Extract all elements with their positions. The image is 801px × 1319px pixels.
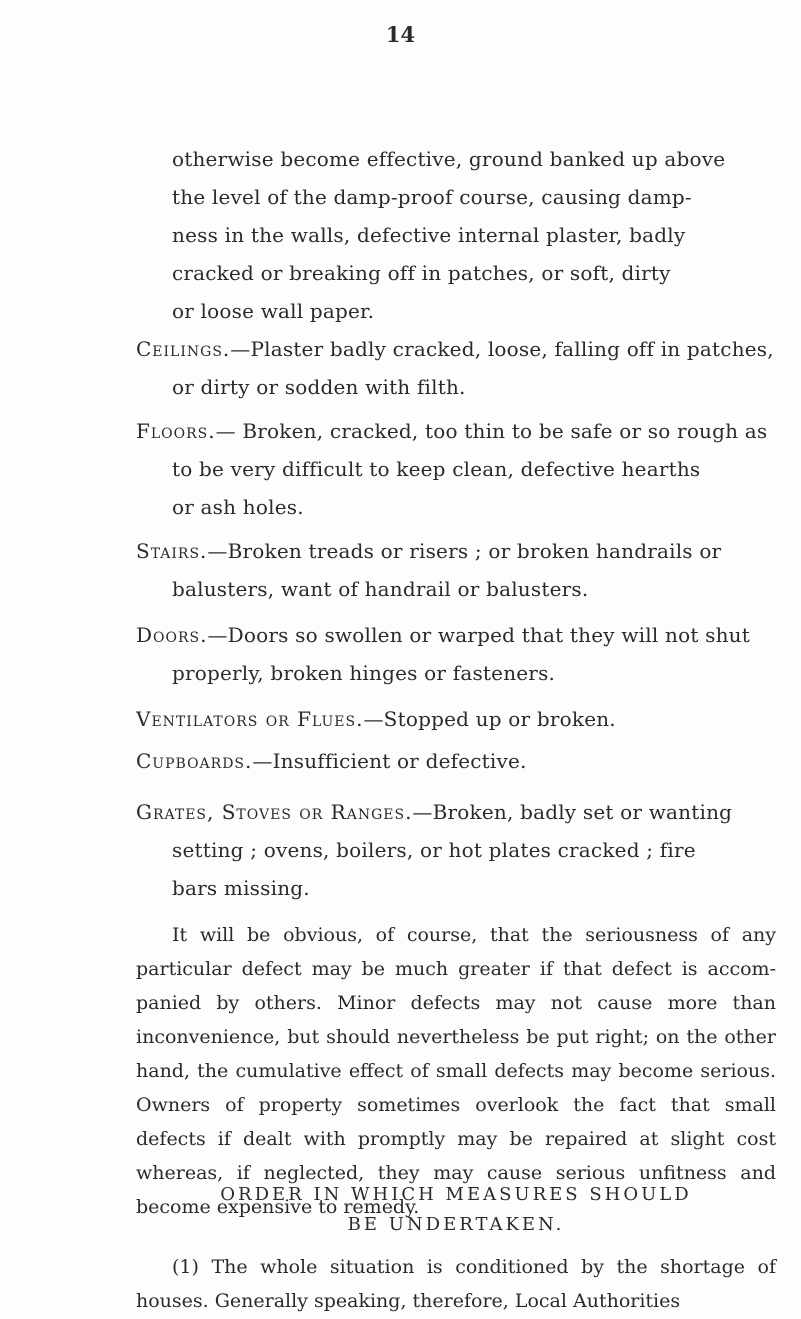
heading-line: BE UNDERTAKEN. <box>347 1214 565 1235</box>
item-text: — Broken, cracked, too thin to be safe or so rough as <box>215 419 768 443</box>
body-paragraph: It will be obvious, of course, that the seriousness of any particular defect may be much greater if that defect is accom-panied by others. Minor defects may not cause more than inconvenience, but should nevertheless be put right; on the other hand, the cumulative effect of small defects may become serious. Owners of property sometimes overlook the fact that small defects if dealt with promptly may be repaired at slight cost whereas, if neglected, they may cause serious unfitness and become expensive to remedy. <box>136 924 776 1218</box>
item-term: Cupboards. <box>136 749 253 773</box>
item-stairs <box>136 532 776 608</box>
heading-line: ORDER IN WHICH MEASURES SHOULD <box>220 1184 692 1205</box>
text-line: cracked or breaking off in patches, or soft, dirty <box>172 261 671 285</box>
text-line: otherwise become effective, ground banked up above <box>172 147 726 171</box>
item-term: Doors. <box>136 623 208 647</box>
opening-paragraph <box>136 140 776 330</box>
text-line: or loose wall paper. <box>172 299 375 323</box>
item-term: Floors. <box>136 419 216 443</box>
item-cupboards <box>136 742 776 780</box>
item-term: Grates, Stoves or Ranges. <box>136 800 413 824</box>
item-term: Ventilators or Flues. <box>136 707 364 731</box>
item-text: setting ; ovens, boilers, or hot plates cracked ; fire <box>172 838 696 862</box>
item-ceilings <box>136 330 776 406</box>
page-number: 14 <box>385 22 416 47</box>
item-doors <box>136 616 776 692</box>
body-paragraph-numbered: (1) The whole situation is conditioned by the shortage of houses. Generally speaking, therefore, Local Authorities <box>136 1256 776 1312</box>
item-floors <box>136 412 776 526</box>
item-ventilators <box>136 700 776 738</box>
text-line: the level of the damp-proof course, causing damp- <box>172 185 692 209</box>
text-line: ness in the walls, defective internal plaster, badly <box>172 223 686 247</box>
item-text: or ash holes. <box>172 495 304 519</box>
item-text: —Plaster badly cracked, loose, falling off in patches, <box>230 337 774 361</box>
item-text: —Broken treads or risers ; or broken handrails or <box>207 539 722 563</box>
item-text: balusters, want of handrail or balusters. <box>172 577 589 601</box>
item-term: Stairs. <box>136 539 208 563</box>
item-text: properly, broken hinges or fasteners. <box>172 661 556 685</box>
item-term: Ceilings. <box>136 337 231 361</box>
item-text: or dirty or sodden with filth. <box>172 375 466 399</box>
item-grates <box>136 793 776 907</box>
item-text: —Stopped up or broken. <box>363 707 616 731</box>
section-heading <box>136 1180 776 1240</box>
item-text: bars missing. <box>172 876 310 900</box>
item-text: —Doors so swollen or warped that they will not shut <box>207 623 750 647</box>
item-text: to be very difficult to keep clean, defective hearths <box>172 457 701 481</box>
item-text: —Insufficient or defective. <box>252 749 527 773</box>
item-text: —Broken, badly set or wanting <box>412 800 733 824</box>
